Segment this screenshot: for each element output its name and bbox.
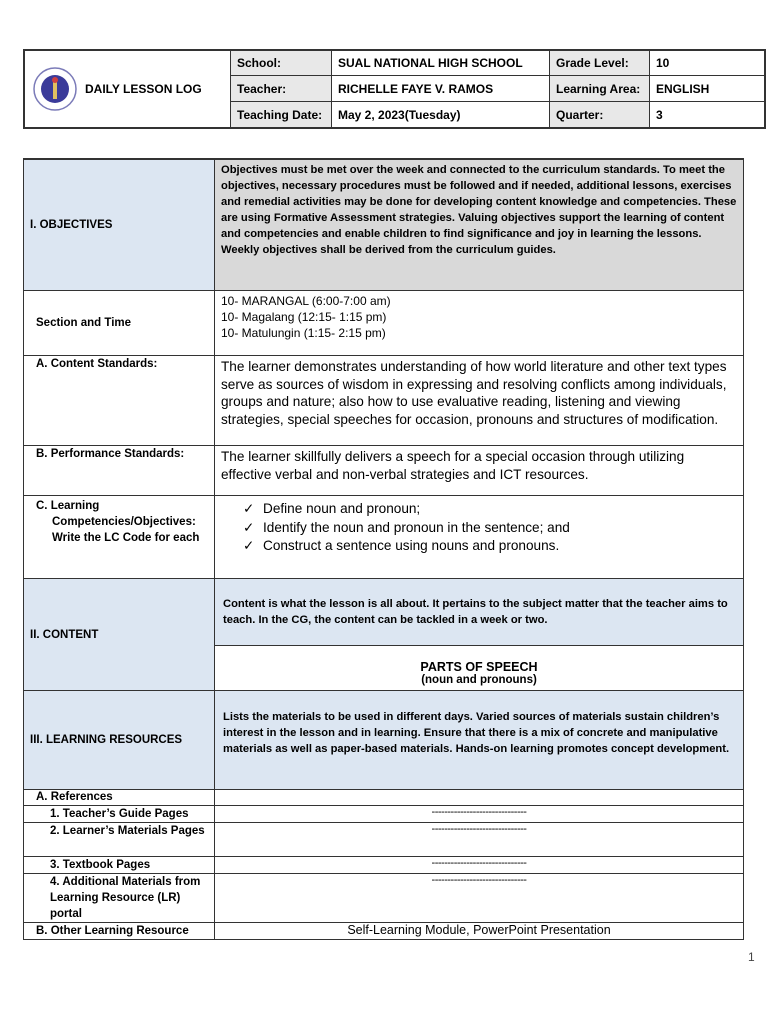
topic-title: PARTS OF SPEECH [420, 660, 538, 674]
content-topic [214, 645, 744, 691]
section-line: 10- MARANGAL (6:00-7:00 am) [221, 294, 391, 308]
school-value: SUAL NATIONAL HIGH SCHOOL [331, 49, 550, 76]
school-label: School: [230, 49, 332, 76]
teachers-guide-label: 1. Teacher’s Guide Pages [23, 805, 215, 823]
textbook-pages-label: 3. Textbook Pages [23, 856, 215, 874]
section-line: 10- Matulungin (1:15- 2:15 pm) [221, 326, 386, 340]
references-value [214, 789, 744, 806]
competency-item: ✓ Define noun and pronoun; [243, 500, 743, 519]
content-label: II. CONTENT [23, 578, 215, 691]
objectives-label: I. OBJECTIVES [23, 158, 215, 291]
other-resource-value: Self-Learning Module, PowerPoint Presentation [214, 922, 744, 940]
learning-area-value: ENGLISH [649, 75, 766, 102]
learners-materials-label: 2. Learner’s Materials Pages [23, 822, 215, 857]
objectives-description: Objectives must be met over the week and connected to the curriculum standards. To meet the objectives, necessary procedures must be followed and if needed, additional lessons, exercises and remedial activities may be done for developing content knowledge and competencies. These are using Formative Assessment strategies. Valuing objectives support the learning of content and competencies and enable children to find significance and joy in learning the lessons. Weekly objectives shall be derived from the curriculum guides. [214, 158, 744, 291]
competencies-label-line: C. Learning [36, 500, 100, 512]
section-line: 10- Magalang (12:15- 1:15 pm) [221, 310, 387, 324]
textbook-pages-value: ------------------------------ [214, 856, 744, 874]
teacher-value: RICHELLE FAYE V. RAMOS [331, 75, 550, 102]
quarter-label: Quarter: [549, 101, 650, 129]
section-time-label: Section and Time [23, 290, 215, 356]
additional-materials-label: 4. Additional Materials from Learning Resource (LR) portal [23, 873, 215, 923]
grade-level-value: 10 [649, 49, 766, 76]
competencies-label [23, 495, 215, 579]
competencies-label-line: Write the LC Code for each [52, 532, 200, 544]
document-title: DAILY LESSON LOG [85, 82, 202, 96]
grade-level-label: Grade Level: [549, 49, 650, 76]
learning-resources-label: III. LEARNING RESOURCES [23, 690, 215, 790]
teaching-date-value: May 2, 2023(Tuesday) [331, 101, 550, 129]
teaching-date-label: Teaching Date: [230, 101, 332, 129]
content-standards-text: The learner demonstrates understanding of how world literature and other text types serve as sources of wisdom in expressing and resolving conflicts among individuals, groups and nature; also how to use evaluative reading, listening and viewing strategies, special speeches for occasion, pronouns and structures of modification. [214, 355, 744, 446]
competency-item: ✓ Identify the noun and pronoun in the sentence; and [243, 519, 743, 538]
learning-area-label: Learning Area: [549, 75, 650, 102]
checkmark-icon: ✓ [243, 538, 255, 553]
competencies-list [214, 495, 744, 579]
teachers-guide-value: ------------------------------ [214, 805, 744, 823]
content-description: Content is what the lesson is all about. It pertains to the subject matter that the teacher aims to teach. In the CG, the content can be tackled in a week or two. [214, 578, 744, 646]
competencies-label-line: Competencies/Objectives: [52, 516, 196, 528]
deped-seal-logo [33, 67, 77, 111]
topic-subtitle: (noun and pronouns) [421, 674, 537, 686]
learning-resources-description: Lists the materials to be used in different days. Varied sources of materials sustain children’s interest in the lesson and in learning. Ensure that there is a mix of concrete and manipulative materials as well as paper-based materials. Hands-on learning promotes concept development. [214, 690, 744, 790]
teacher-label: Teacher: [230, 75, 332, 102]
performance-standards-text: The learner skillfully delivers a speech for a special occasion through utilizing effective verbal and non-verbal strategies and ICT resources. [214, 445, 744, 496]
references-label: A. References [23, 789, 215, 806]
quarter-value: 3 [649, 101, 766, 129]
content-standards-label: A. Content Standards: [23, 355, 215, 446]
additional-materials-value: ------------------------------ [214, 873, 744, 923]
checkmark-icon: ✓ [243, 519, 255, 535]
performance-standards-label: B. Performance Standards: [23, 445, 215, 496]
checkmark-icon: ✓ [243, 501, 255, 516]
competency-item: ✓ Construct a sentence using nouns and pronouns. [243, 537, 743, 556]
other-resource-label: B. Other Learning Resource [23, 922, 215, 940]
header-title-cell [23, 49, 231, 129]
page-number: 1 [748, 950, 755, 964]
section-time-list [214, 290, 744, 356]
learners-materials-value: ------------------------------ [214, 822, 744, 857]
